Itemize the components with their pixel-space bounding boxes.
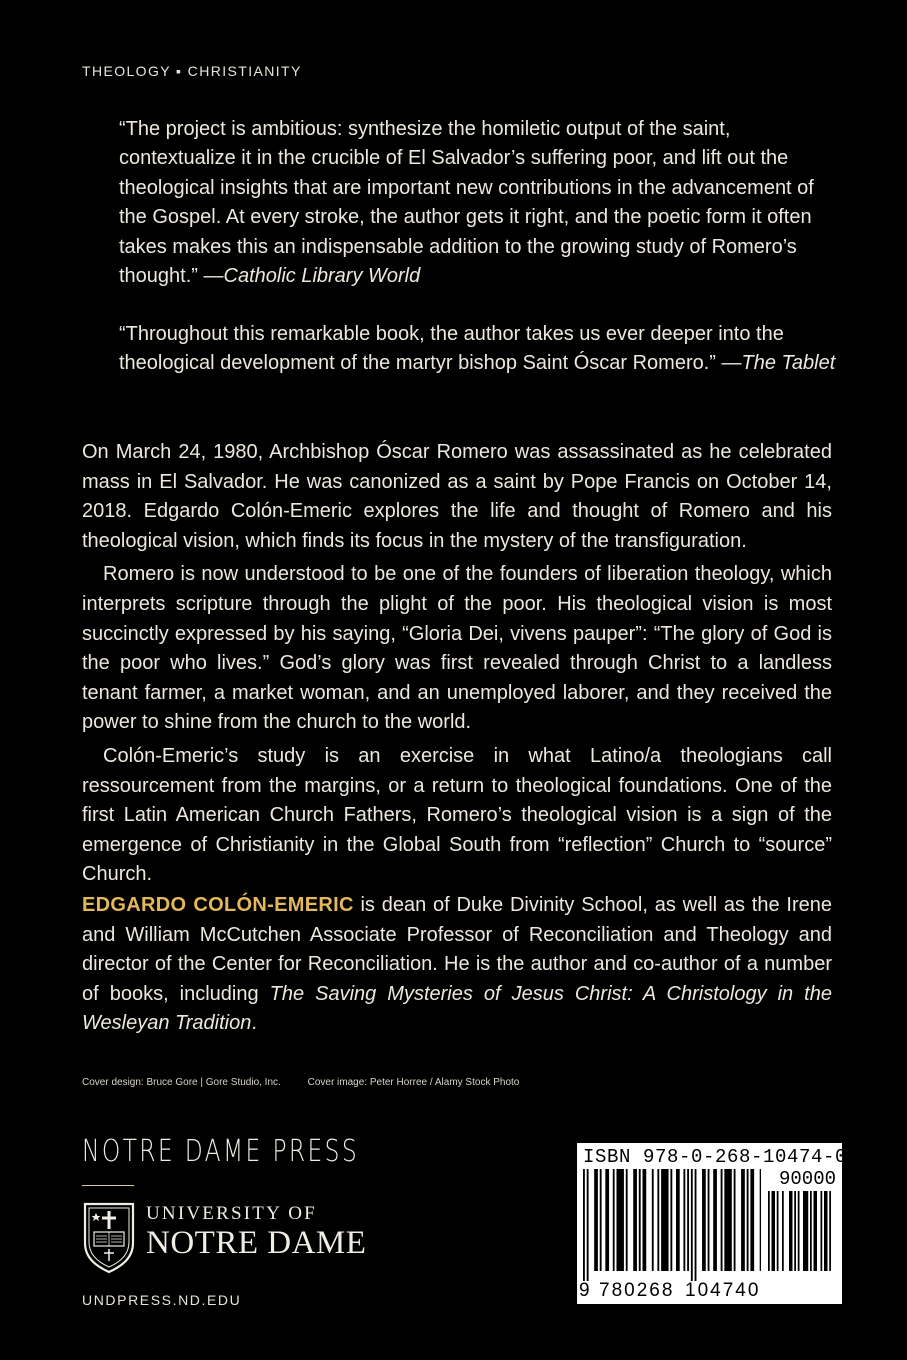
description-paragraph-2: Romero is now understood to be one of the founders of liberation theology, which interprets scripture through the plight of the poor. His theological vision is most succinctly expressed by his saying, “Gloria Dei, vivens pauper”: “The glory of God is the poor who lives.” God’s glory was first revealed through Christ to a landless tenant farmer, a market woman, and an unemployed laborer, and they received the power to shine from the church to the world. xyxy=(82,563,832,734)
barcode-bar xyxy=(594,1169,598,1271)
barcode-bar xyxy=(643,1169,647,1271)
barcode-bar xyxy=(687,1169,689,1271)
barcode-bar xyxy=(772,1191,776,1271)
barcode-bar xyxy=(734,1169,736,1271)
university-line-2: NOTRE DAME xyxy=(146,1225,367,1261)
barcode-bar xyxy=(670,1169,672,1271)
barcode-bar xyxy=(702,1169,706,1271)
university-line-1: UNIVERSITY OF xyxy=(146,1203,317,1224)
barcode-bar xyxy=(810,1191,812,1271)
review-quote-2-text: “Throughout this remarkable book, the author takes us ever deeper into the theological development of the martyr bishop Saint Óscar Romero.” xyxy=(119,323,784,375)
barcode-bar xyxy=(721,1169,723,1271)
barcode-bar xyxy=(661,1169,668,1271)
barcode-bar xyxy=(798,1191,800,1271)
barcode-bar xyxy=(633,1169,637,1271)
barcode-bar xyxy=(616,1169,623,1271)
barcode-bar xyxy=(626,1169,628,1271)
barcode-bar xyxy=(691,1169,693,1281)
barcode-bar xyxy=(713,1169,717,1271)
barcode-bar xyxy=(724,1169,731,1271)
description-paragraph-3: Colón-Emeric’s study is an exercise in what Latino/a theologians call ressourcement from the margins, or a return to theological foundations. One of the first Latin American Church Fathers, Romero’s theological vision is a sign of the emergence of Christianity in the Global South from “reflection” Church to “source” Church. xyxy=(82,744,832,886)
author-book-title: The Saving Mysteries of Jesus Christ: A Christology in the Wesleyan Tradition xyxy=(82,982,832,1035)
barcode-bar xyxy=(639,1169,641,1271)
addon-barcode-bars xyxy=(768,1191,834,1281)
review-quote-1-dash: — xyxy=(197,265,224,288)
barcode-bar xyxy=(794,1191,796,1271)
book-description xyxy=(82,438,832,894)
isbn-barcode xyxy=(577,1143,848,1304)
barcode-bar xyxy=(824,1191,828,1271)
barcode-bar xyxy=(657,1169,659,1271)
review-quote-1 xyxy=(119,115,839,291)
barcode-first-digit: 9 xyxy=(579,1280,590,1301)
isbn-label: ISBN 978-0-268-10474-0 xyxy=(583,1146,848,1168)
barcode-bar xyxy=(814,1191,818,1271)
barcode-bar xyxy=(683,1169,685,1271)
barcode-bar xyxy=(695,1169,697,1281)
cover-credits xyxy=(82,1077,543,1088)
barcode-bar xyxy=(782,1191,784,1271)
barcode-bar xyxy=(747,1169,749,1271)
barcode-bar xyxy=(600,1169,602,1271)
barcode-bar xyxy=(741,1169,745,1271)
author-bio-text: is dean of Duke Divinity School, as well as the Irene and William McCutchen Associate Professor of Reconciliation and Theology and director of the Center for Reconciliation. He is the author and co-author of a number of books, including xyxy=(82,894,832,1005)
barcode-digits xyxy=(579,1280,765,1302)
review-quote-2-source: The Tablet xyxy=(741,352,836,375)
barcode-bar xyxy=(587,1169,589,1281)
cover-image-credit: Cover image: Peter Horree / Alamy Stock Photo xyxy=(307,1077,520,1088)
price-code: 90000 xyxy=(778,1168,836,1190)
review-quote-1-source: Catholic Library World xyxy=(223,265,421,288)
barcode-bar xyxy=(777,1191,779,1271)
review-quote-2-dash: — xyxy=(715,352,742,375)
barcode-bar xyxy=(760,1169,761,1271)
barcode-bar xyxy=(613,1169,615,1271)
press-website: UNDPRESS.ND.EDU xyxy=(82,1292,242,1308)
barcode-bar xyxy=(652,1169,654,1271)
author-bio-end: . xyxy=(251,1012,257,1035)
cover-design-credit: Cover design: Bruce Gore | Gore Studio, Inc. xyxy=(82,1077,281,1088)
review-quote-2 xyxy=(119,320,839,379)
barcode-bar xyxy=(789,1191,793,1271)
press-name: NOTRE DAME PRESS xyxy=(82,1134,360,1169)
review-quote-1-text: “The project is ambitious: synthesize the homiletic output of the saint, contextualize it in the crucible of El Salvador’s suffering poor, and lift out the theological insights that are important new contributions in the advancement of the Gospel. At every stroke, the author gets it right, and the poetic form it often takes makes this an indispensable addition to the growing study of Romero’s thought.” xyxy=(119,118,814,288)
barcode-bar xyxy=(605,1169,609,1271)
barcode-bar xyxy=(750,1169,754,1271)
barcode-bar xyxy=(821,1191,823,1271)
university-wordmark xyxy=(146,1203,366,1261)
barcode-bar xyxy=(708,1169,710,1271)
barcode-bar xyxy=(676,1169,680,1271)
barcode-bar xyxy=(583,1169,585,1281)
category-label: THEOLOGY ▪ CHRISTIANITY xyxy=(82,63,302,79)
author-bio xyxy=(82,891,832,1039)
description-paragraph-1: On March 24, 1980, Archbishop Óscar Romero was assassinated as he celebrated mass in El Salvador. He was canonized as a saint by Pope Francis on October 14, 2018. Edgardo Colón-Emeric explores the life and thought of Romero and his theological vision, which finds its focus in the mystery of the transfiguration. xyxy=(82,441,832,552)
barcode-digits-right: 104740 xyxy=(685,1280,761,1301)
author-name: EDGARDO COLÓN-EMERIC xyxy=(82,894,354,916)
barcode-bar xyxy=(829,1191,831,1271)
notre-dame-shield-icon xyxy=(82,1201,136,1275)
divider xyxy=(82,1185,134,1186)
barcode-digits-left: 780268 xyxy=(599,1280,675,1301)
barcode-bar xyxy=(768,1191,770,1271)
barcode-bar xyxy=(803,1191,808,1271)
ean-barcode-bars xyxy=(583,1169,761,1281)
